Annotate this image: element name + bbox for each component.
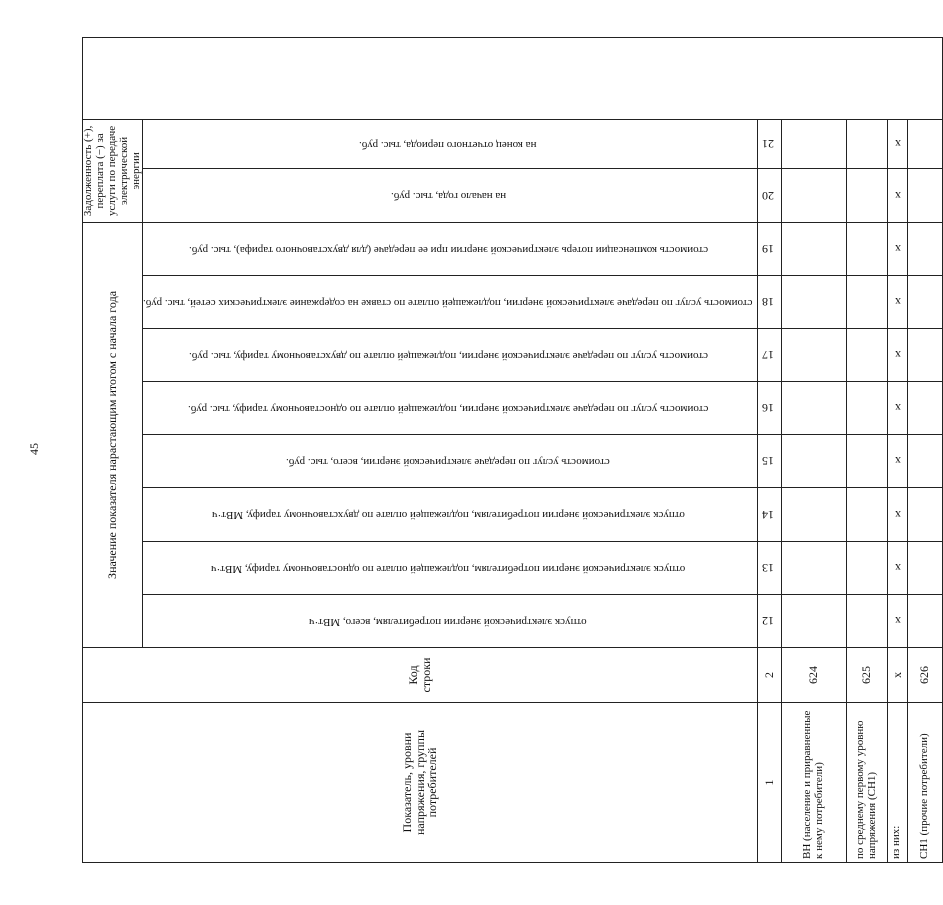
col-header-13: отпуск электрической энергии потребителям, подлежащей оплате по одноставочному тарифу, МВт·ч [143,542,757,595]
row-label: СН1 (прочие потребители) [907,703,942,863]
col-number: 12 [757,595,781,648]
table-cell [846,222,887,275]
table-cell [781,382,846,435]
rotated-table-area [82,41,932,863]
row-label: ВН (население и приравненные к нему потребители) [781,703,846,863]
table-row [781,37,846,862]
table-cell [781,435,846,488]
col-header-18: стоимость услуг по передаче электрической энергии, подлежащей оплате по ставке на содержание электрических сетей, тыс. руб. [143,276,757,329]
table-cell [907,119,942,168]
col-header-15: стоимость услуг по передаче электрической энергии, всего, тыс. руб. [143,435,757,488]
table-cell: x [887,276,907,329]
col-number: 2 [757,648,781,703]
col-header-20: на начало года, тыс. руб. [143,168,757,222]
col-number: 19 [757,222,781,275]
col-number: 17 [757,329,781,382]
page-number-text: 45 [27,443,41,455]
table-cell [781,595,846,648]
row-code: 624 [781,648,846,703]
col-number: 20 [757,168,781,222]
col-number: 15 [757,435,781,488]
table-cell [846,382,887,435]
header-group-debt: Задолженность (+), переплата (−) за услуги по передаче электрической энергии [83,119,143,222]
col-header-21: на конец отчетного периода, тыс. руб. [143,119,757,168]
table-cell: x [887,542,907,595]
table-cell [846,542,887,595]
table-cell [907,595,942,648]
col-header-17: стоимость услуг по передаче электрической энергии, подлежащей оплате по двухставочному тарифу, тыс. руб. [143,329,757,382]
table-cell [907,276,942,329]
col-number: 13 [757,542,781,595]
table-cell: x [887,119,907,168]
table-cell [907,488,942,542]
row-label: по среднему первому уровню напряжения (СН1) [846,703,887,863]
table-cell [907,329,942,382]
col-number: 16 [757,382,781,435]
header-group-row [83,37,143,862]
table-cell: x [887,488,907,542]
table-cell [846,119,887,168]
table-cell: x [887,222,907,275]
table-cell [846,168,887,222]
table-cell [907,435,942,488]
row-code: x [887,648,907,703]
header-row-label: Показатель, уровни напряжения, группы потребителей [83,703,758,863]
page-number [27,443,42,459]
col-header-19: стоимость компенсации потерь электрической энергии при ее передаче (для двухставочного тарифа), тыс. руб. [143,222,757,275]
row-label: из них: [887,703,907,863]
table-row [887,37,907,862]
table-cell: x [887,329,907,382]
table-cell [781,276,846,329]
col-header-12: отпуск электрической энергии потребителям, всего, МВт·ч [143,595,757,648]
table-cell: x [887,168,907,222]
table-cell [907,168,942,222]
col-number: 21 [757,119,781,168]
table-cell [907,542,942,595]
table-cell [781,168,846,222]
table-cell [846,435,887,488]
table-cell [907,222,942,275]
blank-margin-column [83,37,943,119]
table-cell [846,595,887,648]
table-row [846,37,887,862]
table-container [82,41,932,863]
row-code: 625 [846,648,887,703]
header-code-label: Код строки [83,648,758,703]
report-table [82,37,943,863]
table-cell: x [887,595,907,648]
col-number: 18 [757,276,781,329]
col-header-16: стоимость услуг по передаче электрической энергии, подлежащей оплате по одноставочному тарифу, тыс. руб. [143,382,757,435]
table-cell [846,276,887,329]
table-cell: x [887,435,907,488]
table-cell [781,542,846,595]
table-cell [781,329,846,382]
table-cell [781,119,846,168]
table-cell [846,329,887,382]
table-cell [781,488,846,542]
table-cell [907,382,942,435]
table-cell: x [887,382,907,435]
table-cell [846,488,887,542]
header-group-value: Значение показателя нарастающим итогом с начала года [83,222,143,647]
table-cell [781,222,846,275]
col-number: 14 [757,488,781,542]
col-header-14: отпуск электрической энергии потребителям, подлежащей оплате по двухставочному тарифу, МВт·ч [143,488,757,542]
table-row [907,37,942,862]
col-number: 1 [757,703,781,863]
column-number-row [757,37,781,862]
row-code: 626 [907,648,942,703]
